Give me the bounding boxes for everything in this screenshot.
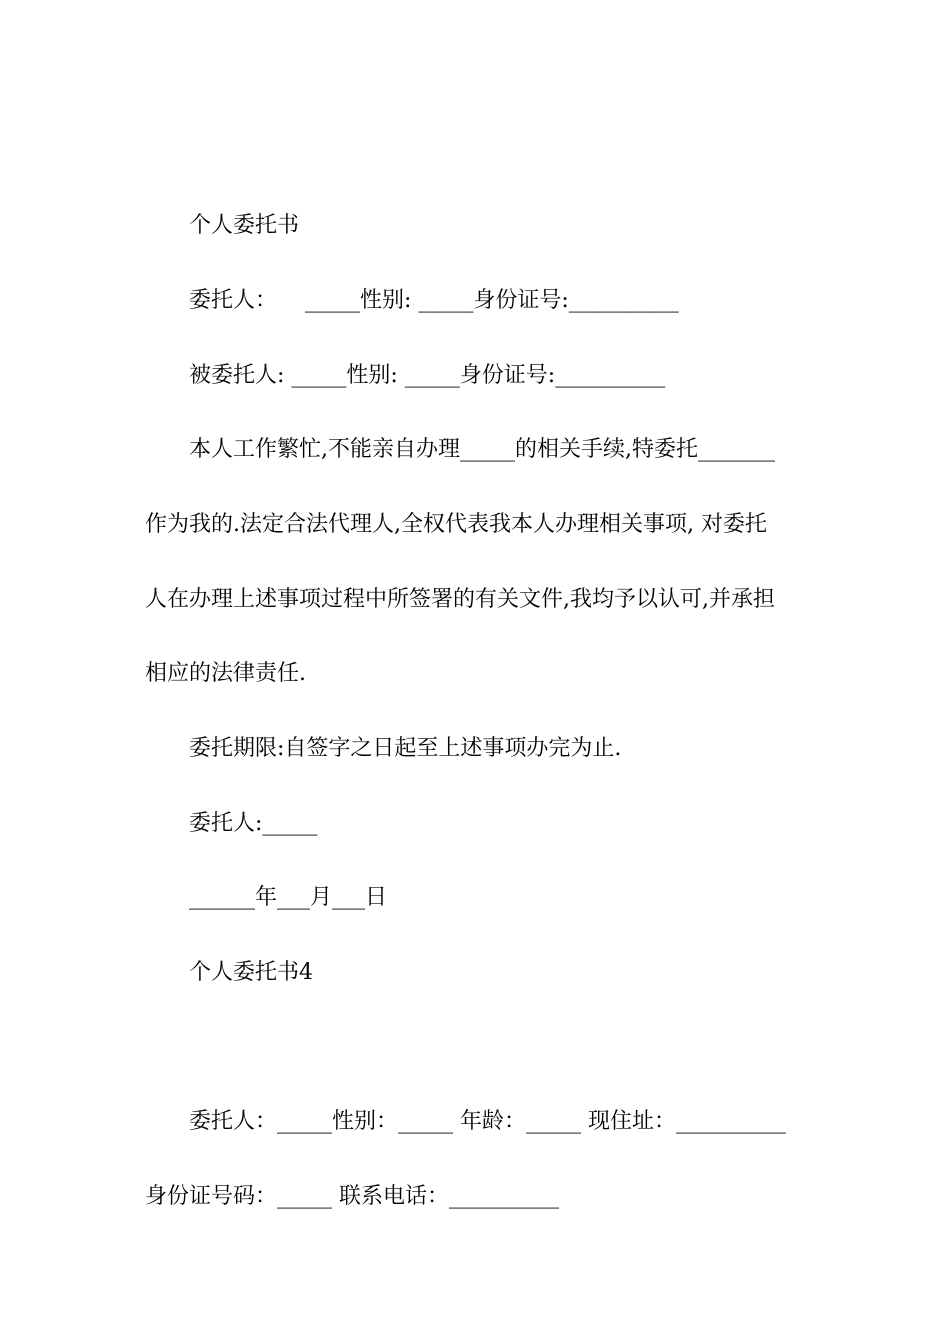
id-phone-line: 身份证号码：_____ 联系电话：__________ (145, 1184, 559, 1209)
agent-info-line: 被委托人: _____性别: _____身份证号:__________ (189, 363, 666, 388)
principal-detail-line: 委托人：_____性别：_____ 年龄：_____ 现住址：__________ (189, 1109, 786, 1134)
principal-info-line: 委托人： _____性别: _____身份证号:__________ (189, 288, 679, 313)
term-line: 委托期限:自签字之日起至上述事项办完为止. (189, 736, 622, 761)
body-paragraph-line-3: 人在办理上述事项过程中所签署的有关文件,我均予以认可,并承担 (145, 587, 775, 612)
signature-line: 委托人:_____ (189, 811, 318, 836)
body-paragraph-line-2: 作为我的.法定合法代理人,全权代表我本人办理相关事项, 对委托 (145, 512, 767, 537)
date-line: ______年___月___日 (189, 885, 388, 910)
body-paragraph-line-1: 本人工作繁忙,不能亲自办理_____的相关手续,特委托_______ (189, 437, 775, 462)
body-paragraph-line-4: 相应的法律责任. (145, 661, 306, 686)
document-title: 个人委托书 (189, 213, 300, 238)
second-document-title: 个人委托书4 (189, 960, 313, 985)
